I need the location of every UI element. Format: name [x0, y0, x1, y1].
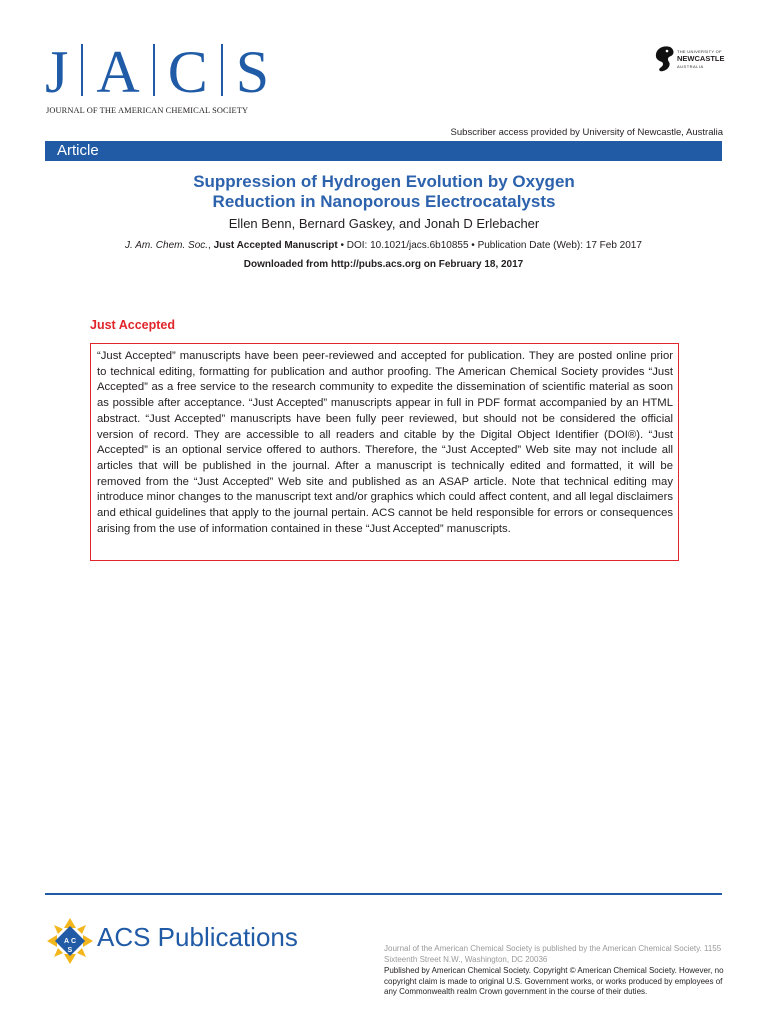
- section-label: Article: [57, 142, 99, 159]
- section-banner: [45, 141, 722, 161]
- citation-line: J. Am. Chem. Soc., Just Accepted Manuscript • DOI: 10.1021/jacs.6b10855 • Publication Date (Web): 17 Feb 2017: [125, 240, 642, 251]
- doi-and-date: • DOI: 10.1021/jacs.6b10855 • Publication Date (Web): 17 Feb 2017: [340, 240, 642, 251]
- logo-separator: [153, 44, 155, 96]
- acs-letter-s: S: [67, 947, 73, 954]
- just-accepted-notice: [90, 343, 679, 561]
- journal-abbreviation: J. Am. Chem. Soc.: [125, 240, 209, 251]
- university-name: NEWCASTLE: [677, 54, 725, 63]
- logo-separator: [81, 44, 83, 96]
- article-title: [60, 172, 708, 212]
- publisher-info: Journal of the American Chemical Society is published by the American Chemical Society. 1155 Sixteenth Street N.W., Washington, DC 20036: [384, 944, 722, 964]
- just-accepted-heading: Just Accepted: [90, 318, 175, 332]
- university-line1: THE UNIVERSITY OF: [677, 49, 722, 54]
- acs-publications-logo: [45, 916, 298, 966]
- seahorse-icon: [652, 44, 676, 74]
- acs-letter-c: C: [71, 938, 77, 945]
- university-country: AUSTRALIA: [677, 64, 704, 69]
- title-line-1: Suppression of Hydrogen Evolution by Oxygen: [193, 172, 575, 191]
- university-logo: [652, 44, 732, 76]
- jacs-letter-c: C: [167, 39, 208, 105]
- manuscript-status: Just Accepted Manuscript: [213, 240, 338, 251]
- subscriber-access-note: Subscriber access provided by University of Newcastle, Australia: [450, 127, 723, 138]
- jacs-letter-s: S: [235, 39, 270, 105]
- logo-separator: [221, 44, 223, 96]
- title-line-2: Reduction in Nanoporous Electrocatalysts: [212, 192, 556, 211]
- just-accepted-text: “Just Accepted” manuscripts have been peer-reviewed and accepted for publication. They are posted online prior to technical editing, formatting for publication and author proofing. The American Chemical Society provides “Just Accepted” as a free service to the research community to expedite the dissemination of scientific material as soon as possible after acceptance. “Just Accepted” manuscripts appear in full in PDF format accompanied by an HTML abstract. “Just Accepted” manuscripts have been fully peer reviewed, but should not be considered the official version of record. They are accessible to all readers and citable by the Digital Object Identifier (DOI®). “Just Accepted” is an optional service offered to authors. Therefore, the “Just Accepted” Web site may not include all articles that will be published in the journal. After a manuscript is technically edited and formatted, it will be removed from the “Just Accepted” Web site and published as an ASAP article. Note that technical editing may introduce minor changes to the manuscript text and/or graphics which could affect content, and all legal disclaimers and ethical guidelines that apply to the journal pertain. ACS cannot be held responsible for errors or consequences arising from the use of information contained in these “Just Accepted” manuscripts.: [97, 350, 673, 535]
- acs-hexagon-icon: [45, 916, 95, 966]
- acs-letter-a: A: [64, 938, 70, 945]
- jacs-logo: [45, 39, 270, 117]
- acs-publications-wordmark: ACS Publications: [97, 922, 298, 952]
- footer-divider: [45, 893, 722, 895]
- journal-full-name: JOURNAL OF THE AMERICAN CHEMICAL SOCIETY: [46, 106, 249, 115]
- copyright-notice: Published by American Chemical Society. Copyright © American Chemical Society. However, no copyright claim is made to original U.S. Government works, or works produced by employees of any Commonwealth realm Crown government in the course of their duties.: [384, 966, 724, 996]
- jacs-letter-j: J: [45, 39, 69, 105]
- author-list: Ellen Benn, Bernard Gaskey, and Jonah D Erlebacher: [228, 216, 540, 231]
- download-note: Downloaded from http://pubs.acs.org on February 18, 2017: [243, 259, 524, 270]
- jacs-letter-a: A: [96, 39, 140, 105]
